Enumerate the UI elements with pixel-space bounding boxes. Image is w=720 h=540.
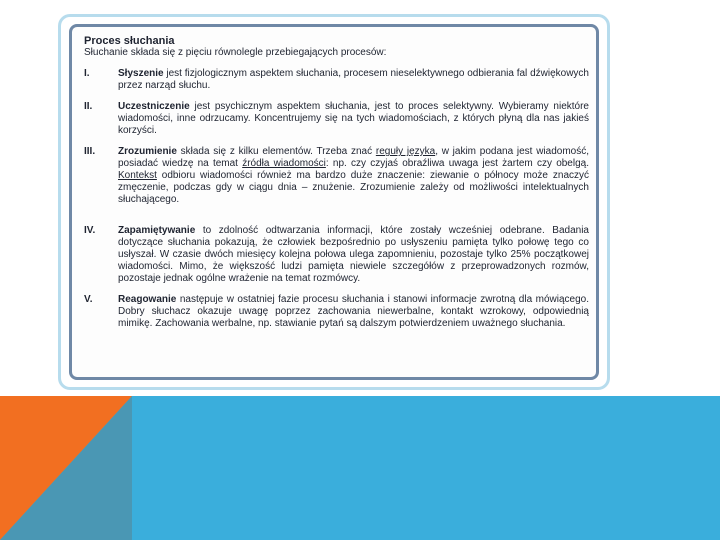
item-text: składa się z kilku elementów. Trzeba znać [176, 146, 376, 157]
item-text: następuje w ostatniej fazie procesu słuchania i stanowi informacje zwrotną dla mówiącego. Dobry słuchacz okazuje uwagę poprzez zachowania niewerbalne, kontakt wzrokowy, odpowiednią mimikę. Zachowania werbalne, np. stawianie pytań są dalszym potwierdzeniem uważnego słuchania. [118, 294, 589, 329]
item-body [118, 68, 589, 92]
item-term: Zapamiętywanie [118, 225, 196, 236]
document-title: Proces słuchania [84, 35, 175, 47]
process-item-5 [84, 294, 589, 330]
item-body [118, 146, 589, 206]
document-intro: Słuchanie składa się z pięciu równolegle przebiegających procesów: [84, 47, 387, 58]
item-term: Reagowanie [118, 294, 177, 305]
underlined-term: Kontekst [118, 170, 157, 181]
item-body [118, 101, 589, 137]
item-term: Słyszenie [118, 68, 164, 79]
item-text: jest psychicznym aspektem słuchania, jest to proces selektywny. Wybieramy niektóre wiadomości, inne odrzucamy. Koncentrujemy się na tych wiadomościach, z których płyną dla nas jakieś korzyści. [118, 101, 589, 136]
underlined-term: reguły języka [375, 146, 436, 157]
item-number: I. [84, 68, 90, 79]
item-term: Uczestniczenie [118, 101, 190, 112]
document-content [84, 35, 589, 330]
decorative-dark-triangle [0, 396, 132, 540]
slide-image-frame [58, 14, 610, 390]
document-frame [69, 24, 599, 380]
item-text: , w jakim podana jest wiadomość, posiadać wiedzę na temat [118, 146, 589, 169]
underlined-term: źródła wiadomości [242, 158, 326, 169]
item-number: V. [84, 294, 93, 305]
process-item-4 [84, 225, 589, 285]
item-text: : np. czy czyjaś obraźliwa uwaga jest żartem czy obelgą. [325, 158, 589, 169]
item-number: IV. [84, 225, 96, 236]
item-term: Zrozumienie [118, 146, 177, 157]
item-text: jest fizjologicznym aspektem słuchania, procesem nieselektywnego odbierania fal dźwiękowych przez narząd słuchu. [118, 68, 589, 91]
item-number: III. [84, 146, 96, 157]
process-item-3 [84, 146, 589, 206]
item-body [118, 225, 589, 285]
item-body [118, 294, 589, 330]
item-text: odbioru wiadomości również ma bardzo duże znaczenie: ziewanie o północy może znaczyć zmęczenie, podczas gdy w ciągu dnia – znużenie. Zrozumienie zależy od możliwości intelektualnych słuchającego. [118, 170, 589, 205]
item-text: to zdolność odtwarzania informacji, które zostały wcześniej odebrane. Badania dotyczące słuchania pokazują, że człowiek bezpośrednio po usłyszeniu pamięta tylko połowę tego co usłyszał. W czasie dwóch miesięcy kolejna połowa ulega zapomnieniu, pozostaje tylko 25% początkowej wiadomości. Mimo, że większość ludzi pamięta niewiele szczegółów z przeprowadzonych rozmów, pozostaje jednak ogólne wrażenie na temat rozmówcy. [118, 225, 589, 284]
process-item-1 [84, 68, 589, 92]
process-item-2 [84, 101, 589, 137]
item-number: II. [84, 101, 93, 112]
